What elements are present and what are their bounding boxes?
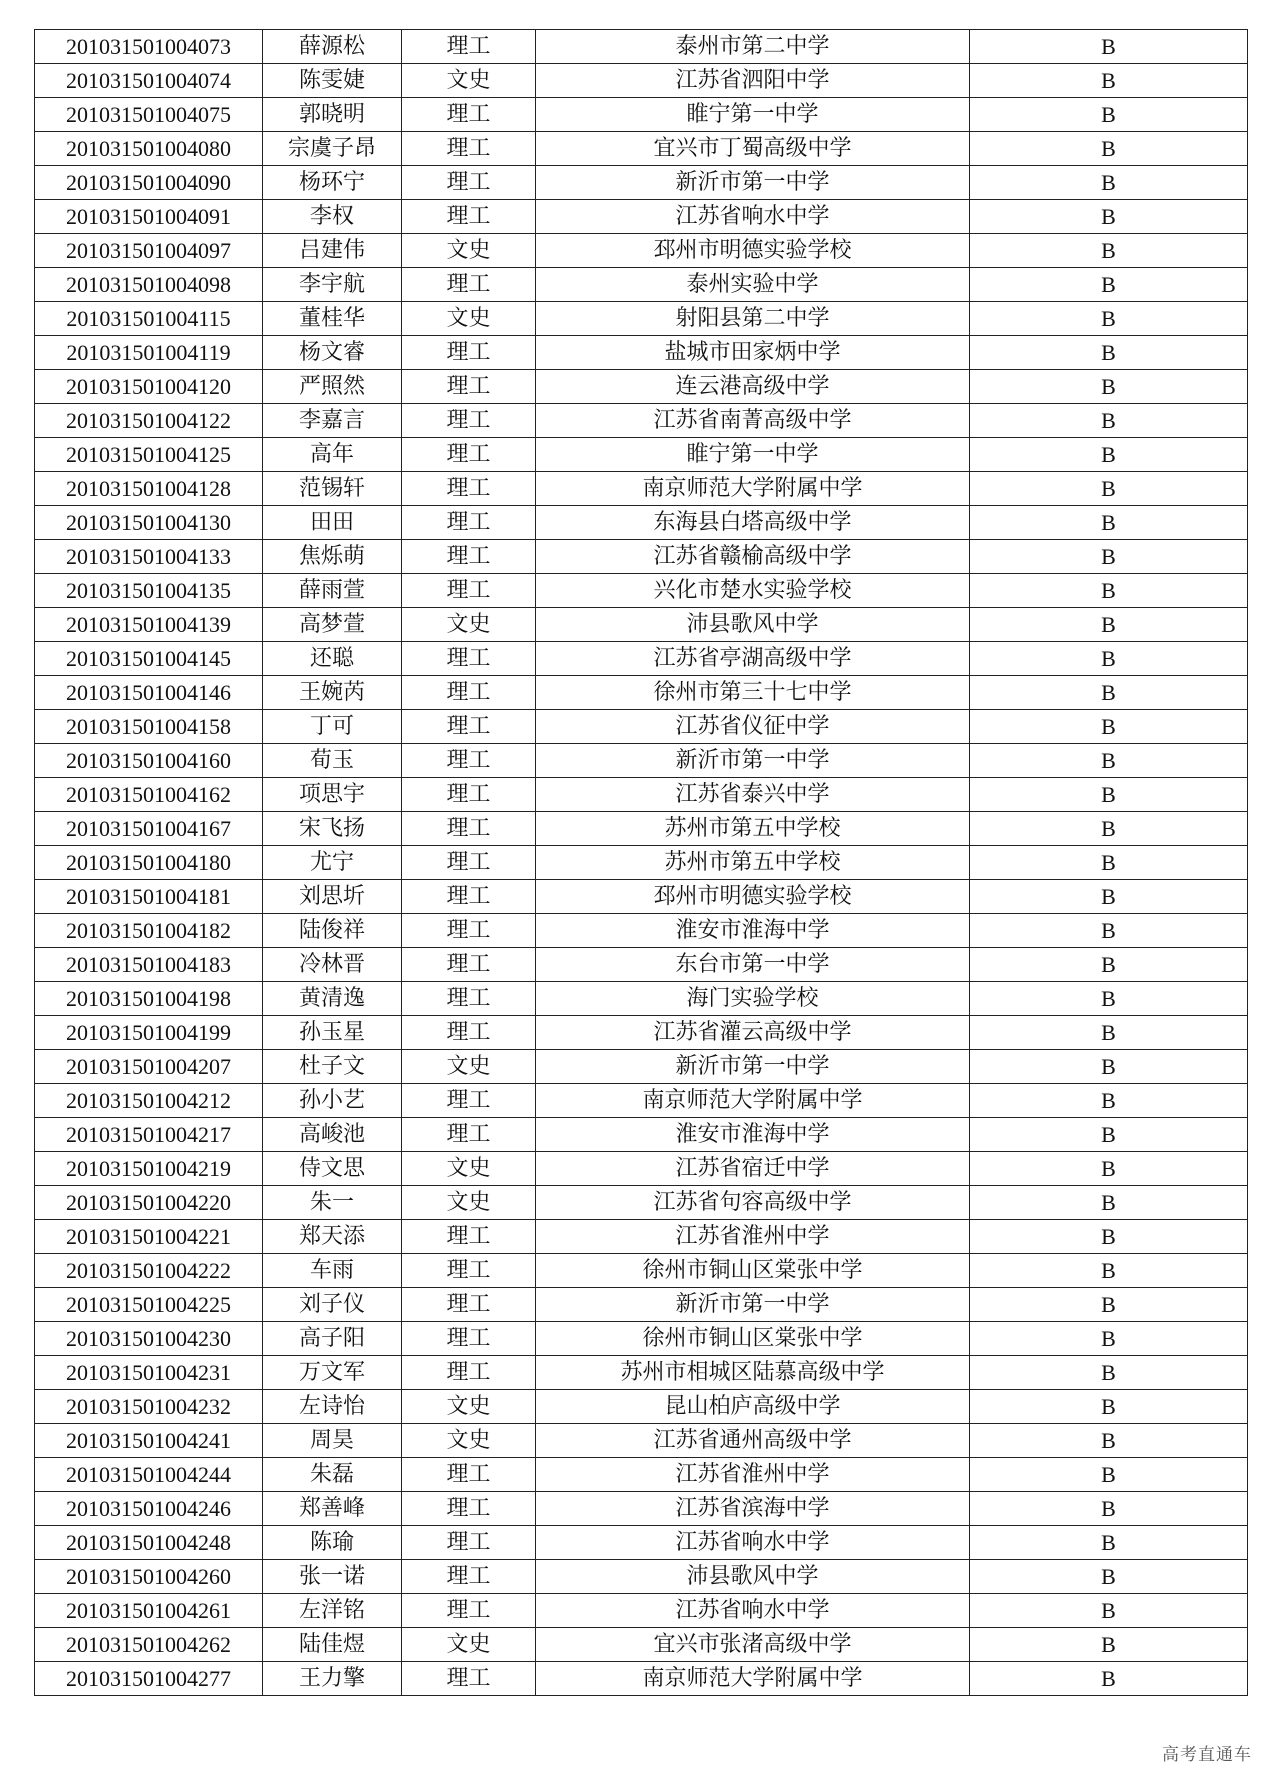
- table-row: [35, 1390, 1248, 1424]
- exam-number-cell: 201031501004260: [35, 1560, 263, 1594]
- school-name-cell: 新沂市第一中学: [536, 1288, 970, 1322]
- exam-number-cell: 201031501004119: [35, 336, 263, 370]
- table-row: [35, 846, 1248, 880]
- table-row: [35, 132, 1248, 166]
- school-name-cell: 东海县白塔高级中学: [536, 506, 970, 540]
- table-row: [35, 472, 1248, 506]
- student-name-cell: 朱一: [263, 1186, 402, 1220]
- subject-track-cell: 理工: [402, 642, 536, 676]
- table-row: [35, 98, 1248, 132]
- school-name-cell: 射阳县第二中学: [536, 302, 970, 336]
- school-name-cell: 江苏省泰兴中学: [536, 778, 970, 812]
- table-row: [35, 30, 1248, 64]
- table-row: [35, 438, 1248, 472]
- table-row: [35, 676, 1248, 710]
- student-name-cell: 万文军: [263, 1356, 402, 1390]
- school-name-cell: 新沂市第一中学: [536, 166, 970, 200]
- rating-cell: B: [970, 1254, 1248, 1288]
- rating-cell: B: [970, 1390, 1248, 1424]
- table-row: [35, 608, 1248, 642]
- subject-track-cell: 理工: [402, 370, 536, 404]
- table-row: [35, 1662, 1248, 1696]
- subject-track-cell: 理工: [402, 744, 536, 778]
- student-name-cell: 丁可: [263, 710, 402, 744]
- student-name-cell: 左诗怡: [263, 1390, 402, 1424]
- student-name-cell: 黄清逸: [263, 982, 402, 1016]
- exam-number-cell: 201031501004146: [35, 676, 263, 710]
- student-name-cell: 冷林晋: [263, 948, 402, 982]
- student-name-cell: 周昊: [263, 1424, 402, 1458]
- exam-number-cell: 201031501004097: [35, 234, 263, 268]
- subject-track-cell: 理工: [402, 1016, 536, 1050]
- student-name-cell: 李宇航: [263, 268, 402, 302]
- school-name-cell: 徐州市铜山区棠张中学: [536, 1254, 970, 1288]
- rating-cell: B: [970, 982, 1248, 1016]
- exam-number-cell: 201031501004261: [35, 1594, 263, 1628]
- rating-cell: B: [970, 778, 1248, 812]
- table-row: [35, 268, 1248, 302]
- rating-cell: B: [970, 1424, 1248, 1458]
- exam-number-cell: 201031501004222: [35, 1254, 263, 1288]
- exam-number-cell: 201031501004225: [35, 1288, 263, 1322]
- student-name-cell: 孙玉星: [263, 1016, 402, 1050]
- table-row: [35, 642, 1248, 676]
- school-name-cell: 江苏省亭湖高级中学: [536, 642, 970, 676]
- table-row: [35, 1560, 1248, 1594]
- table-row: [35, 574, 1248, 608]
- student-name-cell: 杨文睿: [263, 336, 402, 370]
- school-name-cell: 泰州实验中学: [536, 268, 970, 302]
- school-name-cell: 睢宁第一中学: [536, 98, 970, 132]
- subject-track-cell: 理工: [402, 438, 536, 472]
- table-row: [35, 812, 1248, 846]
- student-name-cell: 高峻池: [263, 1118, 402, 1152]
- rating-cell: B: [970, 370, 1248, 404]
- school-name-cell: 宜兴市张渚高级中学: [536, 1628, 970, 1662]
- subject-track-cell: 理工: [402, 98, 536, 132]
- rating-cell: B: [970, 574, 1248, 608]
- subject-track-cell: 文史: [402, 302, 536, 336]
- school-name-cell: 淮安市淮海中学: [536, 1118, 970, 1152]
- rating-cell: B: [970, 1152, 1248, 1186]
- subject-track-cell: 理工: [402, 1492, 536, 1526]
- table-row: [35, 1016, 1248, 1050]
- subject-track-cell: 理工: [402, 336, 536, 370]
- exam-number-cell: 201031501004135: [35, 574, 263, 608]
- exam-number-cell: 201031501004158: [35, 710, 263, 744]
- exam-number-cell: 201031501004241: [35, 1424, 263, 1458]
- rating-cell: B: [970, 30, 1248, 64]
- rating-cell: B: [970, 608, 1248, 642]
- student-name-cell: 陆佳煜: [263, 1628, 402, 1662]
- subject-track-cell: 理工: [402, 1084, 536, 1118]
- table-row: [35, 948, 1248, 982]
- subject-track-cell: 理工: [402, 132, 536, 166]
- rating-cell: B: [970, 234, 1248, 268]
- table-row: [35, 778, 1248, 812]
- school-name-cell: 新沂市第一中学: [536, 1050, 970, 1084]
- school-name-cell: 昆山柏庐高级中学: [536, 1390, 970, 1424]
- school-name-cell: 苏州市相城区陆慕高级中学: [536, 1356, 970, 1390]
- rating-cell: B: [970, 472, 1248, 506]
- school-name-cell: 海门实验学校: [536, 982, 970, 1016]
- school-name-cell: 江苏省宿迁中学: [536, 1152, 970, 1186]
- exam-number-cell: 201031501004219: [35, 1152, 263, 1186]
- student-name-cell: 焦烁萌: [263, 540, 402, 574]
- subject-track-cell: 理工: [402, 506, 536, 540]
- student-name-cell: 高子阳: [263, 1322, 402, 1356]
- table-row: [35, 370, 1248, 404]
- rating-cell: B: [970, 132, 1248, 166]
- subject-track-cell: 理工: [402, 1560, 536, 1594]
- table-row: [35, 166, 1248, 200]
- student-name-cell: 车雨: [263, 1254, 402, 1288]
- school-name-cell: 沛县歌风中学: [536, 608, 970, 642]
- student-name-cell: 杨环宁: [263, 166, 402, 200]
- subject-track-cell: 理工: [402, 166, 536, 200]
- table-row: [35, 880, 1248, 914]
- subject-track-cell: 文史: [402, 1390, 536, 1424]
- school-name-cell: 江苏省通州高级中学: [536, 1424, 970, 1458]
- rating-cell: B: [970, 948, 1248, 982]
- admission-list-table: [34, 29, 1248, 1696]
- student-name-cell: 侍文思: [263, 1152, 402, 1186]
- table-row: [35, 1322, 1248, 1356]
- exam-number-cell: 201031501004221: [35, 1220, 263, 1254]
- school-name-cell: 江苏省淮州中学: [536, 1458, 970, 1492]
- student-name-cell: 王力擎: [263, 1662, 402, 1696]
- table-row: [35, 64, 1248, 98]
- rating-cell: B: [970, 1186, 1248, 1220]
- student-name-cell: 刘子仪: [263, 1288, 402, 1322]
- exam-number-cell: 201031501004182: [35, 914, 263, 948]
- exam-number-cell: 201031501004262: [35, 1628, 263, 1662]
- rating-cell: B: [970, 336, 1248, 370]
- rating-cell: B: [970, 302, 1248, 336]
- school-name-cell: 泰州市第二中学: [536, 30, 970, 64]
- exam-number-cell: 201031501004181: [35, 880, 263, 914]
- table-row: [35, 506, 1248, 540]
- school-name-cell: 淮安市淮海中学: [536, 914, 970, 948]
- subject-track-cell: 理工: [402, 1220, 536, 1254]
- rating-cell: B: [970, 642, 1248, 676]
- school-name-cell: 兴化市楚水实验学校: [536, 574, 970, 608]
- exam-number-cell: 201031501004198: [35, 982, 263, 1016]
- table-row: [35, 200, 1248, 234]
- rating-cell: B: [970, 1288, 1248, 1322]
- rating-cell: B: [970, 64, 1248, 98]
- subject-track-cell: 理工: [402, 1322, 536, 1356]
- student-name-cell: 董桂华: [263, 302, 402, 336]
- exam-number-cell: 201031501004183: [35, 948, 263, 982]
- table-row: [35, 1628, 1248, 1662]
- exam-number-cell: 201031501004122: [35, 404, 263, 438]
- subject-track-cell: 理工: [402, 948, 536, 982]
- school-name-cell: 江苏省滨海中学: [536, 1492, 970, 1526]
- subject-track-cell: 理工: [402, 404, 536, 438]
- subject-track-cell: 理工: [402, 778, 536, 812]
- subject-track-cell: 理工: [402, 1594, 536, 1628]
- student-name-cell: 陈瑜: [263, 1526, 402, 1560]
- school-name-cell: 江苏省响水中学: [536, 200, 970, 234]
- school-name-cell: 江苏省灌云高级中学: [536, 1016, 970, 1050]
- school-name-cell: 连云港高级中学: [536, 370, 970, 404]
- student-name-cell: 田田: [263, 506, 402, 540]
- subject-track-cell: 理工: [402, 846, 536, 880]
- school-name-cell: 江苏省句容高级中学: [536, 1186, 970, 1220]
- student-name-cell: 杜子文: [263, 1050, 402, 1084]
- rating-cell: B: [970, 880, 1248, 914]
- student-name-cell: 吕建伟: [263, 234, 402, 268]
- table-row: [35, 1084, 1248, 1118]
- table-row: [35, 1492, 1248, 1526]
- exam-number-cell: 201031501004167: [35, 812, 263, 846]
- exam-number-cell: 201031501004098: [35, 268, 263, 302]
- subject-track-cell: 理工: [402, 982, 536, 1016]
- subject-track-cell: 理工: [402, 1662, 536, 1696]
- subject-track-cell: 理工: [402, 1458, 536, 1492]
- student-name-cell: 孙小艺: [263, 1084, 402, 1118]
- rating-cell: B: [970, 914, 1248, 948]
- rating-cell: B: [970, 268, 1248, 302]
- subject-track-cell: 理工: [402, 880, 536, 914]
- school-name-cell: 苏州市第五中学校: [536, 846, 970, 880]
- rating-cell: B: [970, 710, 1248, 744]
- student-name-cell: 宋飞扬: [263, 812, 402, 846]
- student-name-cell: 左洋铭: [263, 1594, 402, 1628]
- subject-track-cell: 文史: [402, 1424, 536, 1458]
- subject-track-cell: 文史: [402, 608, 536, 642]
- school-name-cell: 江苏省南菁高级中学: [536, 404, 970, 438]
- exam-number-cell: 201031501004133: [35, 540, 263, 574]
- rating-cell: B: [970, 1560, 1248, 1594]
- subject-track-cell: 理工: [402, 30, 536, 64]
- rating-cell: B: [970, 1118, 1248, 1152]
- rating-cell: B: [970, 1662, 1248, 1696]
- rating-cell: B: [970, 846, 1248, 880]
- rating-cell: B: [970, 1084, 1248, 1118]
- exam-number-cell: 201031501004125: [35, 438, 263, 472]
- table-row: [35, 540, 1248, 574]
- subject-track-cell: 理工: [402, 1356, 536, 1390]
- school-name-cell: 江苏省泗阳中学: [536, 64, 970, 98]
- subject-track-cell: 理工: [402, 710, 536, 744]
- school-name-cell: 睢宁第一中学: [536, 438, 970, 472]
- subject-track-cell: 理工: [402, 1526, 536, 1560]
- rating-cell: B: [970, 1220, 1248, 1254]
- subject-track-cell: 文史: [402, 1628, 536, 1662]
- exam-number-cell: 201031501004248: [35, 1526, 263, 1560]
- school-name-cell: 东台市第一中学: [536, 948, 970, 982]
- rating-cell: B: [970, 676, 1248, 710]
- table-row: [35, 1424, 1248, 1458]
- exam-number-cell: 201031501004277: [35, 1662, 263, 1696]
- rating-cell: B: [970, 1016, 1248, 1050]
- rating-cell: B: [970, 1492, 1248, 1526]
- admission-list-body: [35, 30, 1248, 1696]
- table-row: [35, 710, 1248, 744]
- rating-cell: B: [970, 744, 1248, 778]
- school-name-cell: 邳州市明德实验学校: [536, 880, 970, 914]
- school-name-cell: 江苏省响水中学: [536, 1594, 970, 1628]
- exam-number-cell: 201031501004232: [35, 1390, 263, 1424]
- exam-number-cell: 201031501004080: [35, 132, 263, 166]
- rating-cell: B: [970, 438, 1248, 472]
- student-name-cell: 李权: [263, 200, 402, 234]
- school-name-cell: 新沂市第一中学: [536, 744, 970, 778]
- exam-number-cell: 201031501004207: [35, 1050, 263, 1084]
- student-name-cell: 范锡轩: [263, 472, 402, 506]
- subject-track-cell: 文史: [402, 1050, 536, 1084]
- subject-track-cell: 理工: [402, 574, 536, 608]
- table-row: [35, 1288, 1248, 1322]
- exam-number-cell: 201031501004231: [35, 1356, 263, 1390]
- rating-cell: B: [970, 166, 1248, 200]
- exam-number-cell: 201031501004199: [35, 1016, 263, 1050]
- table-row: [35, 234, 1248, 268]
- student-name-cell: 尤宁: [263, 846, 402, 880]
- table-row: [35, 982, 1248, 1016]
- exam-number-cell: 201031501004230: [35, 1322, 263, 1356]
- rating-cell: B: [970, 812, 1248, 846]
- subject-track-cell: 理工: [402, 540, 536, 574]
- school-name-cell: 南京师范大学附属中学: [536, 1662, 970, 1696]
- exam-number-cell: 201031501004162: [35, 778, 263, 812]
- exam-number-cell: 201031501004217: [35, 1118, 263, 1152]
- student-name-cell: 高年: [263, 438, 402, 472]
- exam-number-cell: 201031501004160: [35, 744, 263, 778]
- subject-track-cell: 理工: [402, 812, 536, 846]
- exam-number-cell: 201031501004246: [35, 1492, 263, 1526]
- exam-number-cell: 201031501004244: [35, 1458, 263, 1492]
- school-name-cell: 江苏省仪征中学: [536, 710, 970, 744]
- student-name-cell: 高梦萱: [263, 608, 402, 642]
- table-row: [35, 1254, 1248, 1288]
- exam-number-cell: 201031501004145: [35, 642, 263, 676]
- subject-track-cell: 文史: [402, 64, 536, 98]
- student-name-cell: 宗虞子昂: [263, 132, 402, 166]
- table-row: [35, 914, 1248, 948]
- rating-cell: B: [970, 1356, 1248, 1390]
- school-name-cell: 邳州市明德实验学校: [536, 234, 970, 268]
- rating-cell: B: [970, 1526, 1248, 1560]
- watermark: 高考直通车: [1162, 1745, 1252, 1765]
- exam-number-cell: 201031501004130: [35, 506, 263, 540]
- exam-number-cell: 201031501004090: [35, 166, 263, 200]
- rating-cell: B: [970, 404, 1248, 438]
- student-name-cell: 陈雯婕: [263, 64, 402, 98]
- student-name-cell: 王婉芮: [263, 676, 402, 710]
- school-name-cell: 宜兴市丁蜀高级中学: [536, 132, 970, 166]
- student-name-cell: 张一诺: [263, 1560, 402, 1594]
- exam-number-cell: 201031501004074: [35, 64, 263, 98]
- student-name-cell: 薛源松: [263, 30, 402, 64]
- subject-track-cell: 理工: [402, 1288, 536, 1322]
- exam-number-cell: 201031501004180: [35, 846, 263, 880]
- table-row: [35, 1050, 1248, 1084]
- table-row: [35, 1186, 1248, 1220]
- school-name-cell: 江苏省淮州中学: [536, 1220, 970, 1254]
- exam-number-cell: 201031501004212: [35, 1084, 263, 1118]
- table-row: [35, 302, 1248, 336]
- rating-cell: B: [970, 1050, 1248, 1084]
- table-row: [35, 336, 1248, 370]
- table-row: [35, 1594, 1248, 1628]
- table-row: [35, 1458, 1248, 1492]
- school-name-cell: 苏州市第五中学校: [536, 812, 970, 846]
- student-name-cell: 严照然: [263, 370, 402, 404]
- table-row: [35, 404, 1248, 438]
- school-name-cell: 徐州市铜山区棠张中学: [536, 1322, 970, 1356]
- table-row: [35, 1152, 1248, 1186]
- student-name-cell: 郑善峰: [263, 1492, 402, 1526]
- student-name-cell: 朱磊: [263, 1458, 402, 1492]
- school-name-cell: 江苏省响水中学: [536, 1526, 970, 1560]
- student-name-cell: 荀玉: [263, 744, 402, 778]
- table-row: [35, 1526, 1248, 1560]
- exam-number-cell: 201031501004075: [35, 98, 263, 132]
- school-name-cell: 盐城市田家炳中学: [536, 336, 970, 370]
- school-name-cell: 沛县歌风中学: [536, 1560, 970, 1594]
- subject-track-cell: 理工: [402, 914, 536, 948]
- exam-number-cell: 201031501004139: [35, 608, 263, 642]
- subject-track-cell: 文史: [402, 1186, 536, 1220]
- rating-cell: B: [970, 540, 1248, 574]
- exam-number-cell: 201031501004120: [35, 370, 263, 404]
- table-row: [35, 1356, 1248, 1390]
- rating-cell: B: [970, 200, 1248, 234]
- rating-cell: B: [970, 1322, 1248, 1356]
- subject-track-cell: 文史: [402, 234, 536, 268]
- school-name-cell: 江苏省赣榆高级中学: [536, 540, 970, 574]
- student-name-cell: 项思宇: [263, 778, 402, 812]
- school-name-cell: 徐州市第三十七中学: [536, 676, 970, 710]
- rating-cell: B: [970, 1628, 1248, 1662]
- subject-track-cell: 理工: [402, 268, 536, 302]
- subject-track-cell: 理工: [402, 1118, 536, 1152]
- rating-cell: B: [970, 1594, 1248, 1628]
- student-name-cell: 陆俊祥: [263, 914, 402, 948]
- exam-number-cell: 201031501004073: [35, 30, 263, 64]
- school-name-cell: 南京师范大学附属中学: [536, 472, 970, 506]
- school-name-cell: 南京师范大学附属中学: [536, 1084, 970, 1118]
- student-name-cell: 李嘉言: [263, 404, 402, 438]
- table-row: [35, 744, 1248, 778]
- subject-track-cell: 理工: [402, 200, 536, 234]
- subject-track-cell: 理工: [402, 676, 536, 710]
- exam-number-cell: 201031501004091: [35, 200, 263, 234]
- student-name-cell: 还聪: [263, 642, 402, 676]
- exam-number-cell: 201031501004115: [35, 302, 263, 336]
- rating-cell: B: [970, 98, 1248, 132]
- student-name-cell: 刘思圻: [263, 880, 402, 914]
- student-name-cell: 薛雨萱: [263, 574, 402, 608]
- student-name-cell: 郑天添: [263, 1220, 402, 1254]
- subject-track-cell: 理工: [402, 472, 536, 506]
- table-row: [35, 1220, 1248, 1254]
- exam-number-cell: 201031501004128: [35, 472, 263, 506]
- rating-cell: B: [970, 506, 1248, 540]
- student-name-cell: 郭晓明: [263, 98, 402, 132]
- exam-number-cell: 201031501004220: [35, 1186, 263, 1220]
- table-row: [35, 1118, 1248, 1152]
- rating-cell: B: [970, 1458, 1248, 1492]
- subject-track-cell: 文史: [402, 1152, 536, 1186]
- subject-track-cell: 理工: [402, 1254, 536, 1288]
